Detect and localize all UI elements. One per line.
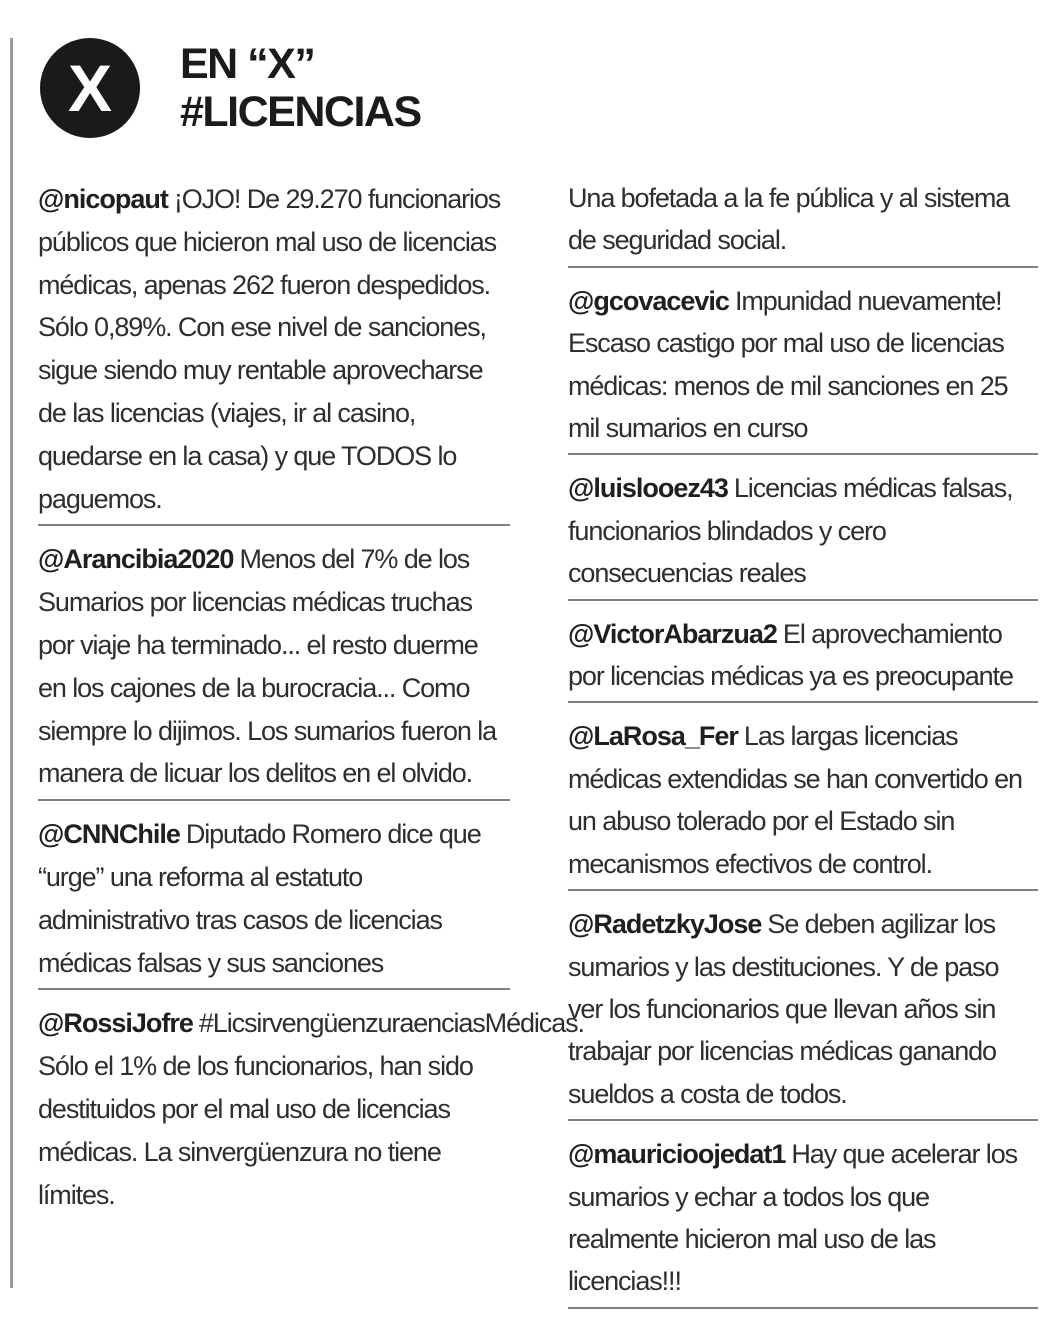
- title-line-1: EN “X”: [180, 40, 315, 88]
- tweet-text: Menos del 7% de los Sumarios por licencias médicas truchas por viaje ha terminado... el resto duerme en los cajones de la burocracia... Como siempre lo dijimos. Los sumarios fueron la manera de licuar los delitos en el olvido.: [38, 544, 497, 789]
- tweet-item: [568, 1133, 1038, 1309]
- tweet-handle[interactable]: @nicopaut: [38, 184, 168, 214]
- tweet-handle[interactable]: @RossiJofre: [38, 1008, 193, 1039]
- tweet-handle[interactable]: @gcovacevic: [568, 285, 729, 316]
- tweet-text: Licencias médicas falsas, funcionarios blindados y cero consecuencias reales: [568, 473, 1013, 589]
- tweet-item: [568, 280, 1038, 456]
- tweet-item: [568, 467, 1038, 600]
- x-logo-icon: [40, 38, 140, 138]
- tweet-item: [568, 903, 1038, 1121]
- tweet-text: #LicsirvengüenzuraenciasMédicas. Sólo el 1% de los funcionarios, han sido destituidos por el mal uso de licencias médicas. La sinvergüenzura no tiene límites.: [38, 1008, 584, 1210]
- tweet-handle[interactable]: @mauricioojedat1: [568, 1139, 786, 1170]
- tweet-text: El aprovechamiento por licencias médicas ya es preocupante: [568, 618, 1013, 692]
- right-column: [568, 177, 1038, 1321]
- tweet-handle[interactable]: @Arancibia2020: [38, 544, 234, 575]
- page-title: [180, 40, 421, 136]
- tweet-continuation: [568, 177, 1038, 268]
- tweet-text: Hay que acelerar los sumarios y echar a todos los que realmente hicieron mal uso de las licencias!!!: [568, 1139, 1018, 1297]
- tweet-item: [38, 538, 510, 801]
- tweet-handle[interactable]: @CNNChile: [38, 819, 180, 850]
- logo-letter: X: [67, 51, 113, 125]
- tweet-text: Una bofetada a la fe pública y al sistema de seguridad social.: [568, 183, 1010, 256]
- tweet-item: [38, 813, 510, 990]
- tweet-handle[interactable]: @luislooez43: [568, 473, 728, 504]
- tweet-handle[interactable]: @VictorAbarzua2: [568, 618, 777, 649]
- tweet-item: [568, 715, 1038, 891]
- page-left-rule: [10, 38, 13, 1288]
- tweet-item: [38, 1002, 584, 1220]
- tweet-handle[interactable]: @LaRosa_Fer: [568, 721, 738, 752]
- tweet-text: ¡OJO! De 29.270 funcionarios públicos que hicieron mal uso de licencias médicas, apenas 262 fueron despedidos. Sólo 0,89%. Con ese nivel de sanciones, sigue siendo muy rentable aprovecharse de las licencias (viajes, ir al casino, quedarse en la casa) y que TODOS lo paguemos.: [38, 184, 501, 514]
- tweet-text: Impunidad nuevamente! Escaso castigo por mal uso de licencias médicas: menos de mil sanciones en 25 mil sumarios en curso: [568, 285, 1008, 444]
- tweet-text: Diputado Romero dice que “urge” una reforma al estatuto administrativo tras casos de licencias médicas falsas y sus sanciones: [38, 819, 481, 978]
- tweet-item: [38, 178, 510, 526]
- left-column: [38, 178, 584, 1220]
- tweet-text: Las largas licencias médicas extendidas se han convertido en un abuso tolerado por el Estado sin mecanismos efectivos de control.: [568, 721, 1022, 879]
- tweet-handle[interactable]: @RadetzkyJose: [568, 909, 762, 940]
- title-line-2: #LICENCIAS: [180, 88, 421, 136]
- tweet-item: [568, 613, 1038, 704]
- tweet-text: Se deben agilizar los sumarios y las destituciones. Y de paso ver los funcionarios que llevan años sin trabajar por licencias médicas ganando sueldos a costa de todos.: [568, 909, 999, 1109]
